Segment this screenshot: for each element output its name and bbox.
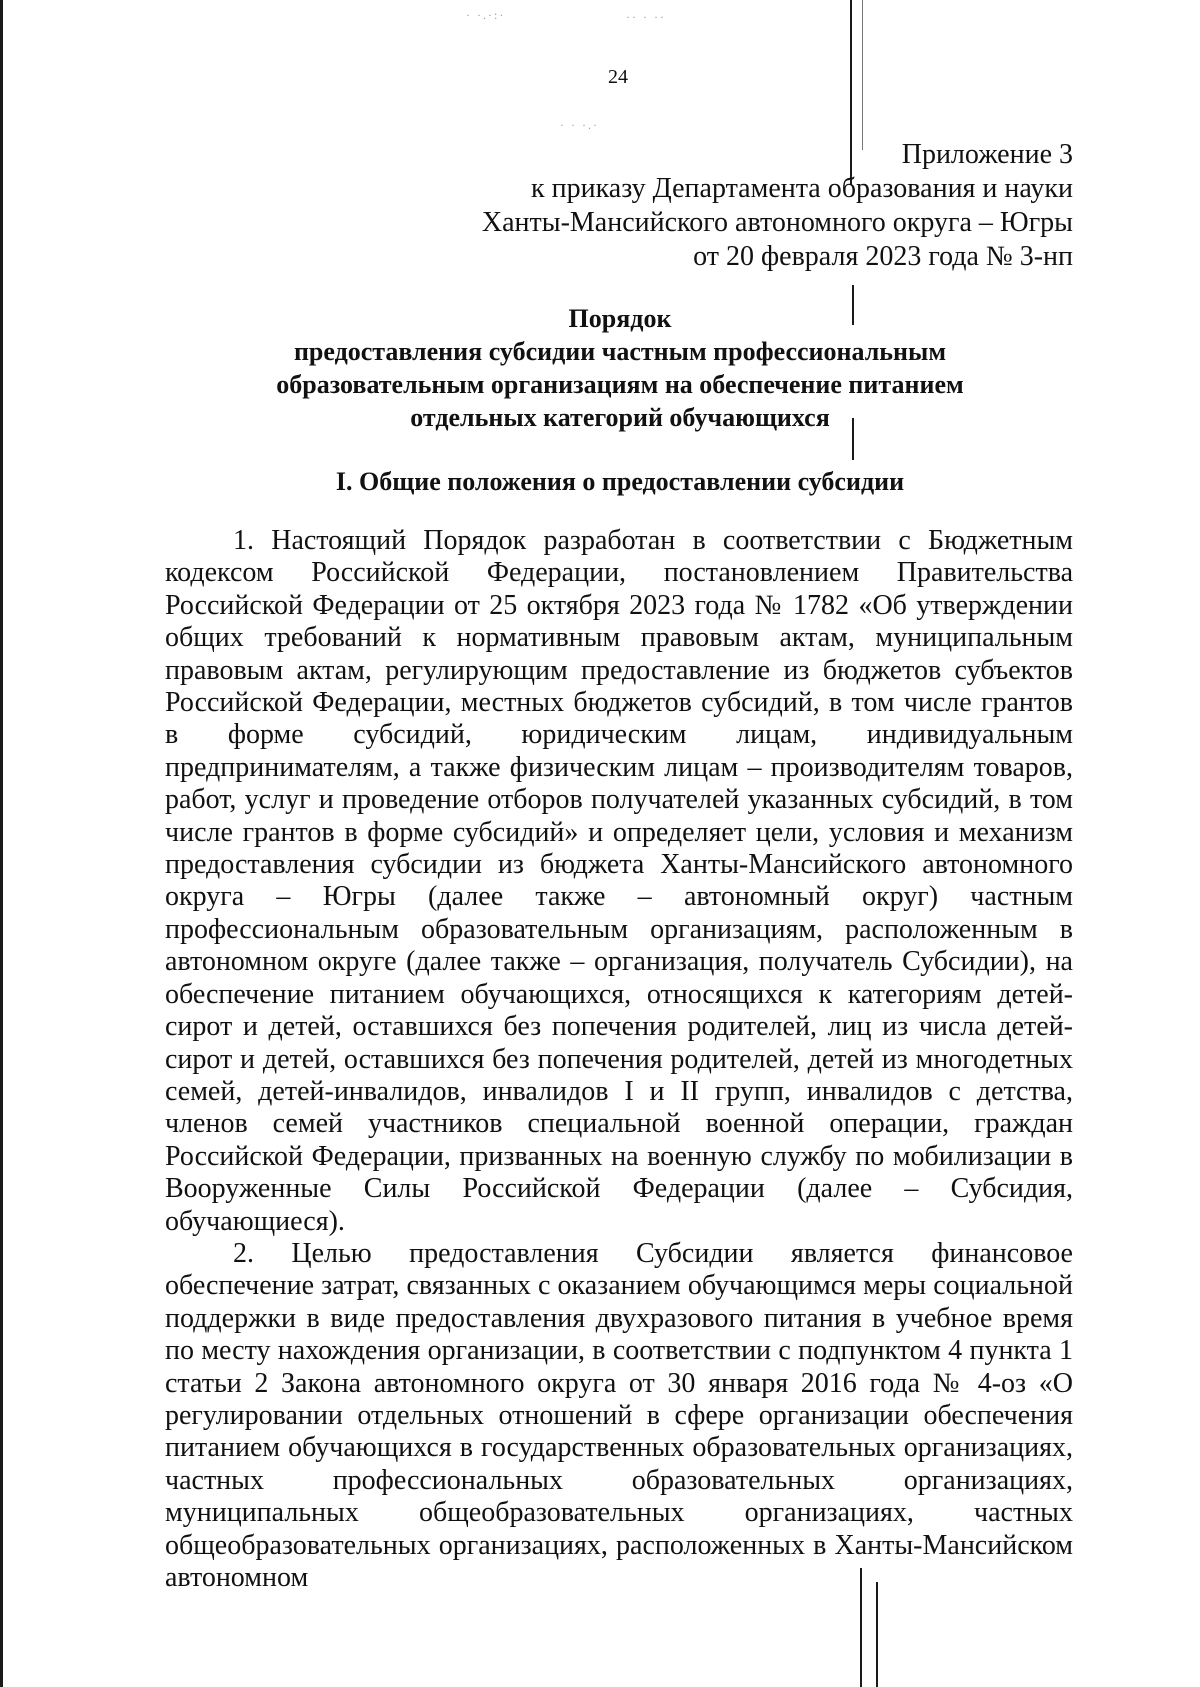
appendix-date: от 20 февраля 2023 года № 3-нп [693,241,1073,272]
title-line: предоставления субсидии частным профессиональным [293,337,947,366]
body-text [165,525,1073,1594]
page-number: 24 [608,66,628,88]
title-line: отдельных категорий обучающихся [410,403,830,432]
scan-speck: · · ·.· [560,118,599,132]
appendix-label: Приложение 3 [901,139,1073,170]
scan-speck: · ·.·:· [466,8,506,22]
paragraph: 1. Настоящий Порядок разработан в соответствии с Бюджетным кодексом Российской Федерации, постановлением Правительства Российской Федерации от 25 октября 2023 года № 1782 «Об утверждении общих требований к нормативным правовым актам, муниципальным правовым актам, регулирующим предоставление из бюджетов субъектов Российской Федерации, местных бюджетов субсидий, в том числе грантов в форме субсидий, юридическим лицам, индивидуальным предпринимателям, а также физическим лицам – производителям товаров, работ, услуг и проведение отборов получателей указанных субсидий, в том числе грантов в форме субсидий» и определяет цели, условия и механизм предоставления субсидии из бюджета Ханты-Мансийского автономного округа – Югры (далее также – автономный округ) частным профессиональным образовательным организациям, расположенным в автономном округе (далее также – организация, получатель Субсидии), на обеспечение питанием обучающихся, относящихся к категориям детей-сирот и детей, оставшихся без попечения родителей, лиц из числа детей-сирот и детей, оставшихся без попечения родителей, детей из многодетных семей, детей-инвалидов, инвалидов I и II групп, инвалидов с детства, членов семей участников специальной военной операции, граждан Российской Федерации, призванных на военную службу по мобилизации в Вооруженные Силы Российской Федерации (далее – Субсидия, обучающиеся). [165,525,1073,1237]
title-line: Порядок [568,304,672,333]
scan-speck: ·· · ·· [626,10,666,24]
section-heading: I. Общие положения о предоставлении субсидии [335,467,905,496]
appendix-header [482,138,1073,274]
scan-border-left [0,0,3,1687]
document-title [165,302,1075,434]
paragraph: 2. Целью предоставления Субсидии является финансовое обеспечение затрат, связанных с оказанием обучающимся меры социальной поддержки в виде предоставления двухразового питания в учебное время по месту нахождения организации, в соответствии с подпунктом 4 пункта 1 статьи 2 Закона автономного округа от 30 января 2016 года № 4-оз «О регулировании отдельных отношений в сфере организации обеспечения питанием обучающихся в государственных образовательных организациях, частных профессиональных образовательных организациях, муниципальных общеобразовательных организациях, частных общеобразовательных организациях, расположенных в Ханты-Мансийском автономном [165,1237,1073,1593]
title-line: образовательным организациям на обеспечение питанием [276,370,964,399]
appendix-region: Ханты-Мансийского автономного округа – Югры [481,207,1073,238]
scan-line-bottom-2 [876,1582,878,1687]
appendix-order-ref: к приказу Департамента образования и науки [531,173,1073,204]
